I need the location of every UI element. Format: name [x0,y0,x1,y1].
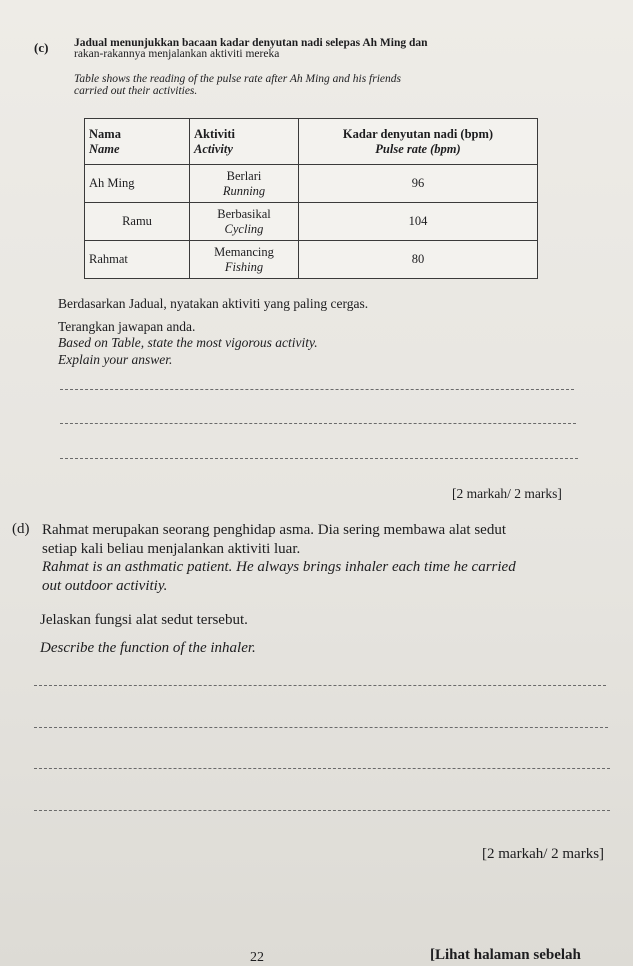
question-c-english-text [74,73,534,97]
cell-name: Ah Ming [85,165,190,203]
header-name-en: Name [89,141,120,156]
cell-pulse: 96 [299,165,538,203]
cell-activity [190,165,299,203]
answer-line[interactable] [60,458,578,459]
cell-activity-en: Fishing [224,259,264,274]
table-row [85,165,538,203]
question-d-malay-line1: Rahmat merupakan seorang penghidap asma. Dia sering membawa alat sedut [42,522,507,538]
question-d-malay-text [42,521,622,559]
question-c-label: (c) [34,40,49,55]
header-pulse-ms: Kadar denyutan nadi (bpm) [342,126,494,141]
header-activity [190,119,299,165]
question-c-english-line1: Table shows the reading of the pulse rate after Ah Ming and his friends [74,73,402,85]
question-d-english-line2: out outdoor activitiy. [42,578,168,594]
cell-activity-ms: Berbasikal [217,206,271,221]
next-page-note: [Lihat halaman sebelah [430,947,581,963]
cell-activity-ms: Memancing [214,244,274,259]
page-number: 22 [250,950,264,965]
header-pulse [299,119,538,165]
question-c-explain-ms: Terangkan jawapan anda. [58,319,196,334]
question-d-label: (d) [12,521,30,537]
cell-name: Ramu [85,203,190,241]
cell-activity-ms: Berlari [226,168,262,183]
answer-line[interactable] [34,810,610,811]
header-name-ms: Nama [89,126,121,141]
answer-line[interactable] [60,389,574,390]
question-c-explain-en: Explain your answer. [58,352,173,367]
question-d-instruction-en: Describe the function of the inhaler. [40,640,256,656]
header-pulse-en: Pulse rate (bpm) [375,141,461,156]
cell-activity-en: Cycling [224,221,264,236]
question-c-english-line2: carried out their activities. [74,85,198,97]
cell-activity [190,241,299,279]
answer-line[interactable] [60,423,576,424]
question-d-malay-line2: setiap kali beliau menjalankan aktiviti luar. [42,541,301,557]
answer-line[interactable] [34,727,608,728]
table-header-row [85,119,538,165]
question-d-english-text [42,558,622,596]
cell-pulse: 104 [299,203,538,241]
question-d-english-line1: Rahmat is an asthmatic patient. He always brings inhaler each time he carried [42,559,516,575]
question-c-malay-line1: Jadual menunjukkan bacaan kadar denyutan nadi selepas Ah Ming dan [74,37,428,49]
cell-activity [190,203,299,241]
question-c-instruction-en: Based on Table, state the most vigorous activity. [58,335,318,350]
question-c-marks: [2 markah/ 2 marks] [452,486,562,501]
header-name [85,119,190,165]
question-c-malay-line2: rakan-rakannya menjalankan aktiviti mereka [74,48,280,60]
header-activity-en: Activity [194,141,233,156]
question-c-instruction-ms: Berdasarkan Jadual, nyatakan aktiviti yang paling cergas. [58,296,369,311]
header-activity-ms: Aktiviti [194,126,235,141]
question-d-marks: [2 markah/ 2 marks] [482,846,605,862]
pulse-rate-table [84,118,538,279]
question-d-instruction-ms: Jelaskan fungsi alat sedut tersebut. [40,612,248,628]
table-row [85,203,538,241]
answer-line[interactable] [34,768,610,769]
question-c-malay-text [74,38,524,60]
answer-line[interactable] [34,685,606,686]
table-row [85,241,538,279]
cell-pulse: 80 [299,241,538,279]
cell-activity-en: Running [222,183,266,198]
cell-name: Rahmat [85,241,190,279]
